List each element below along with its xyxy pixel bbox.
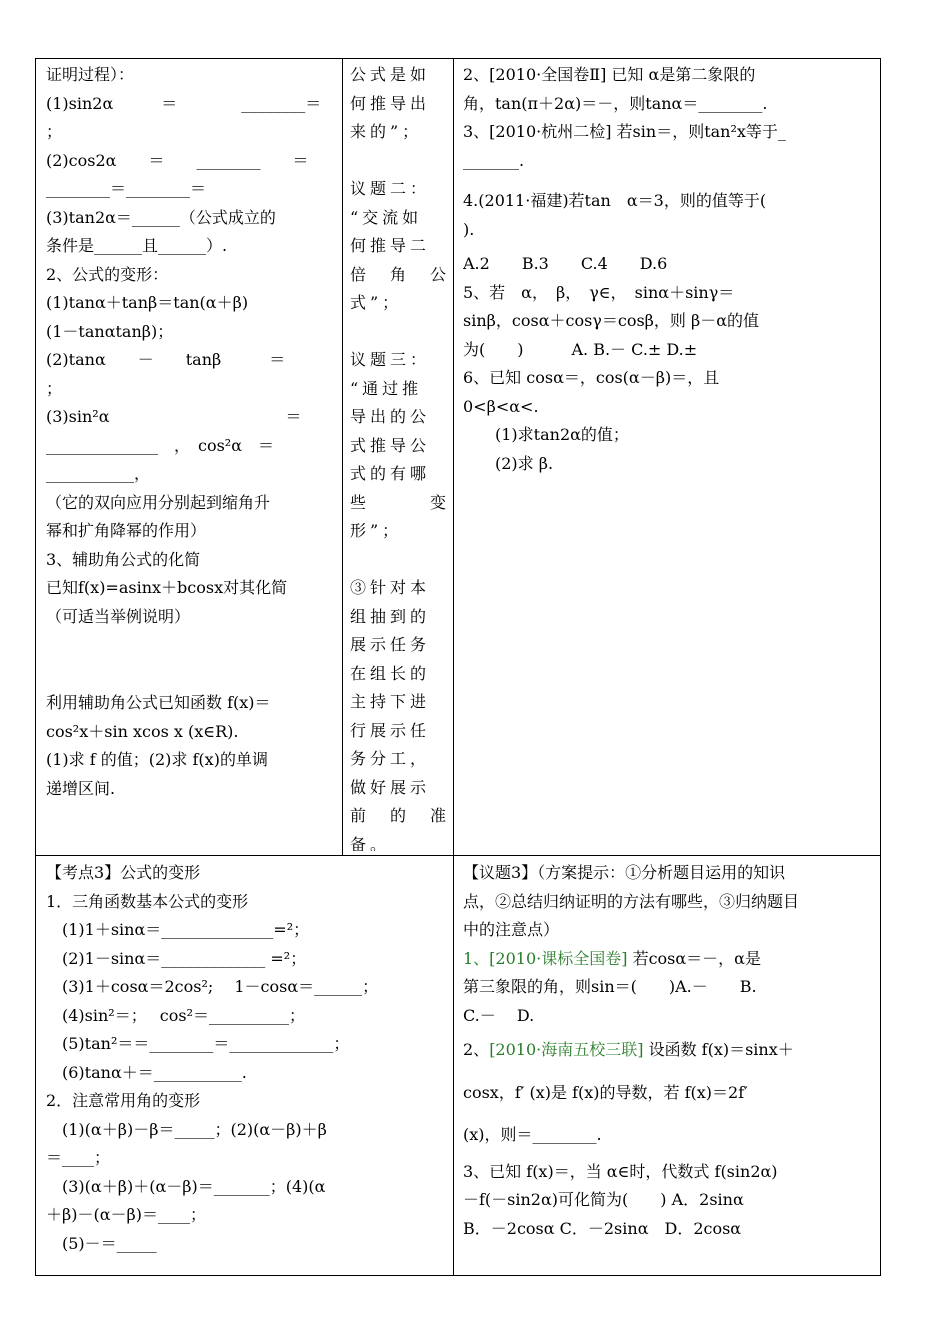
text-line: 行展示任 xyxy=(350,720,431,740)
text-line: (1)求tan2α的值； xyxy=(463,425,629,444)
text-line: (1－tanαtanβ)； xyxy=(46,321,174,341)
text-line: ___________， xyxy=(46,464,151,483)
text-line: 议题二： xyxy=(350,179,431,198)
text-line: 0<β<α<. xyxy=(463,396,539,416)
text-line: 为( ) A. B.－ C.± D.± xyxy=(463,339,698,359)
text-line: 2、公式的变形： xyxy=(46,264,169,284)
text-line: “通过推 xyxy=(350,378,423,398)
text-line: －f(－sin2α)可化简为( ) A．2sinα xyxy=(463,1190,744,1209)
text-line: 何推导出 xyxy=(350,93,431,113)
question-number: 2、 xyxy=(463,1040,490,1059)
text-line: C.－ D. xyxy=(463,1005,535,1025)
text-line: ). xyxy=(463,219,475,239)
text-line: 1．三角函数基本公式的变形 xyxy=(46,891,249,911)
section-heading: 【议题3】（方案提示：①分析题目运用的知识 xyxy=(463,863,786,882)
text-line: 做好展示 xyxy=(350,777,431,797)
question-2 xyxy=(463,1036,873,1065)
text-line: 条件是______且______）. xyxy=(46,236,228,255)
text-line: 主持下进 xyxy=(350,692,431,711)
text-line: ＝____； xyxy=(46,1148,111,1167)
text-line: “交流如 xyxy=(350,207,423,227)
bottom-left-cell xyxy=(46,859,451,1269)
text-line: 在组长的 xyxy=(350,663,431,683)
text-line: 2、[2010·全国卷Ⅱ] 已知 α是第二象限的 xyxy=(463,65,756,84)
text-line: A.2 B.3 C.4 D.6 xyxy=(463,254,668,273)
text-line: 导出的公 xyxy=(350,407,431,426)
text-line: 展示任务 xyxy=(350,635,431,654)
text-line: ________＝________＝ xyxy=(46,179,207,198)
text-line: 务分工， xyxy=(350,749,431,768)
text-line: 第三象限的角，则sin＝( )A.－ B. xyxy=(463,977,757,996)
text-line: 5、若 α， β， γ∈， sinα＋sinγ＝ xyxy=(463,282,735,302)
text-line: 组抽到的 xyxy=(350,606,431,626)
text-line: 证明过程）： xyxy=(46,65,135,84)
text-line: (2)tanα － tanβ ＝ xyxy=(46,350,286,369)
text-line: 点，②总结归纳证明的方法有哪些，③归纳题目 xyxy=(463,891,800,911)
text-line: (3)tan2α＝______（公式成立的 xyxy=(46,207,276,227)
text-line: 些 变 xyxy=(350,492,450,512)
text-line: 6、已知 cosα＝，cos(α－β)＝，且 xyxy=(463,368,720,387)
text-line: 议题三： xyxy=(350,350,431,369)
text-line: 4.(2011·福建)若tan α＝3，则的值等于( xyxy=(463,191,767,210)
text-line: 公式是如 xyxy=(350,65,431,84)
text-line: (1)tanα＋tanβ＝tan(α＋β) xyxy=(46,293,249,312)
question-text: 若cosα＝－，α是 xyxy=(627,948,761,968)
text-line: 已知f(x)=asinx＋bcosx对其化简 xyxy=(46,578,288,597)
text-line: ； xyxy=(46,378,63,398)
text-line: 3、已知 f(x)＝，当 α∈时，代数式 f(sin2α) xyxy=(463,1161,778,1181)
text-line: (1)求 f 的值；(2)求 f(x)的单调 xyxy=(46,750,268,769)
text-line: (3)sin²α ＝ xyxy=(46,407,302,426)
text-line: (2)cos2α ＝ ________ ＝ xyxy=(46,150,309,170)
text-line: (x)，则＝________. xyxy=(463,1125,602,1144)
text-line: 前 的 准 xyxy=(350,806,450,825)
text-line: 2．注意常用角的变形 xyxy=(46,1091,201,1110)
text-line: （它的双向应用分别起到缩角升 xyxy=(46,492,271,512)
question-source: [2010·海南五校三联] xyxy=(489,1040,644,1059)
text-line: (3)(α＋β)＋(α－β)＝_______；(4)(α xyxy=(46,1176,326,1196)
column-divider-1 xyxy=(342,59,343,855)
text-line: 备。 xyxy=(350,834,391,851)
row-divider xyxy=(36,855,880,856)
text-line: 式”； xyxy=(350,293,403,312)
text-line xyxy=(350,147,450,176)
text-line: 式的有哪 xyxy=(350,464,431,483)
text-line: (2)求 β. xyxy=(463,453,554,473)
text-line: (6)tanα＋＝___________. xyxy=(46,1062,247,1082)
text-line: 何推导二 xyxy=(350,236,431,255)
text-line: 形”； xyxy=(350,521,403,540)
text-line: _______. xyxy=(463,150,525,170)
text-line: cosx，f′ (x)是 f(x)的导数，若 f(x)＝2f′ xyxy=(463,1082,748,1102)
question-1 xyxy=(463,945,873,974)
text-line: (1)1＋sinα＝______________=²； xyxy=(46,920,310,939)
text-line: B．－2cosα C．－2sinα D．2cosα xyxy=(463,1218,742,1238)
text-line: sinβ，cosα＋cosγ＝cosβ，则 β－α的值 xyxy=(463,311,760,330)
text-line: ______________ ， cos²α ＝ xyxy=(46,435,275,455)
top-right-cell xyxy=(463,61,873,851)
text-line: 倍 角 公 xyxy=(350,264,450,284)
text-line: （可适当举例说明） xyxy=(46,606,191,626)
text-line: 式推导公 xyxy=(350,435,431,455)
column-divider-2 xyxy=(453,59,454,1275)
text-line: cos²x＋sin xcos x (x∈R). xyxy=(46,721,239,741)
text-line: 3、辅助角公式的化简 xyxy=(46,549,201,569)
top-left-cell xyxy=(46,61,336,851)
text-line: 中的注意点） xyxy=(463,920,560,939)
top-middle-cell xyxy=(350,61,450,851)
text-line: ＋β)－(α－β)＝____； xyxy=(46,1205,207,1224)
text-line: (5)－＝_____ xyxy=(46,1233,157,1253)
text-line xyxy=(350,318,450,347)
text-line: ③针对本 xyxy=(350,578,431,597)
text-line: 来的”； xyxy=(350,122,423,141)
text-line: 利用辅助角公式已知函数 f(x)＝ xyxy=(46,693,271,712)
text-line xyxy=(350,546,450,575)
text-line: (4)sin²＝； cos²＝__________； xyxy=(46,1005,306,1025)
text-line: (3)1＋cosα＝2cos²; 1－cosα＝______； xyxy=(46,977,379,996)
document-table xyxy=(35,58,881,1276)
question-source: 1、[2010·课标全国卷] xyxy=(463,948,628,968)
text-line: (1)(α＋β)－β＝_____；(2)(α－β)＋β xyxy=(46,1119,327,1139)
text-line: ； xyxy=(46,122,63,141)
text-line: (5)tan²＝＝________＝_____________； xyxy=(46,1034,350,1053)
text-line: 递增区间. xyxy=(46,778,116,798)
text-line: 幂和扩角降幂的作用） xyxy=(46,521,207,540)
bottom-right-cell xyxy=(463,859,873,1269)
text-line: 角，tan(π＋2α)＝－，则tanα＝________. xyxy=(463,93,768,113)
text-line: (1)sin2α ＝ ________＝ xyxy=(46,93,322,113)
question-text: 设函数 f(x)＝sinx＋ xyxy=(643,1040,794,1059)
text-line: (2)1－sinα＝_____________ =²； xyxy=(46,948,307,968)
text-line: 【考点3】公式的变形 xyxy=(46,863,201,882)
text-line: 3、[2010·杭州二检] 若sin＝，则tan²x等于_ xyxy=(463,122,786,141)
